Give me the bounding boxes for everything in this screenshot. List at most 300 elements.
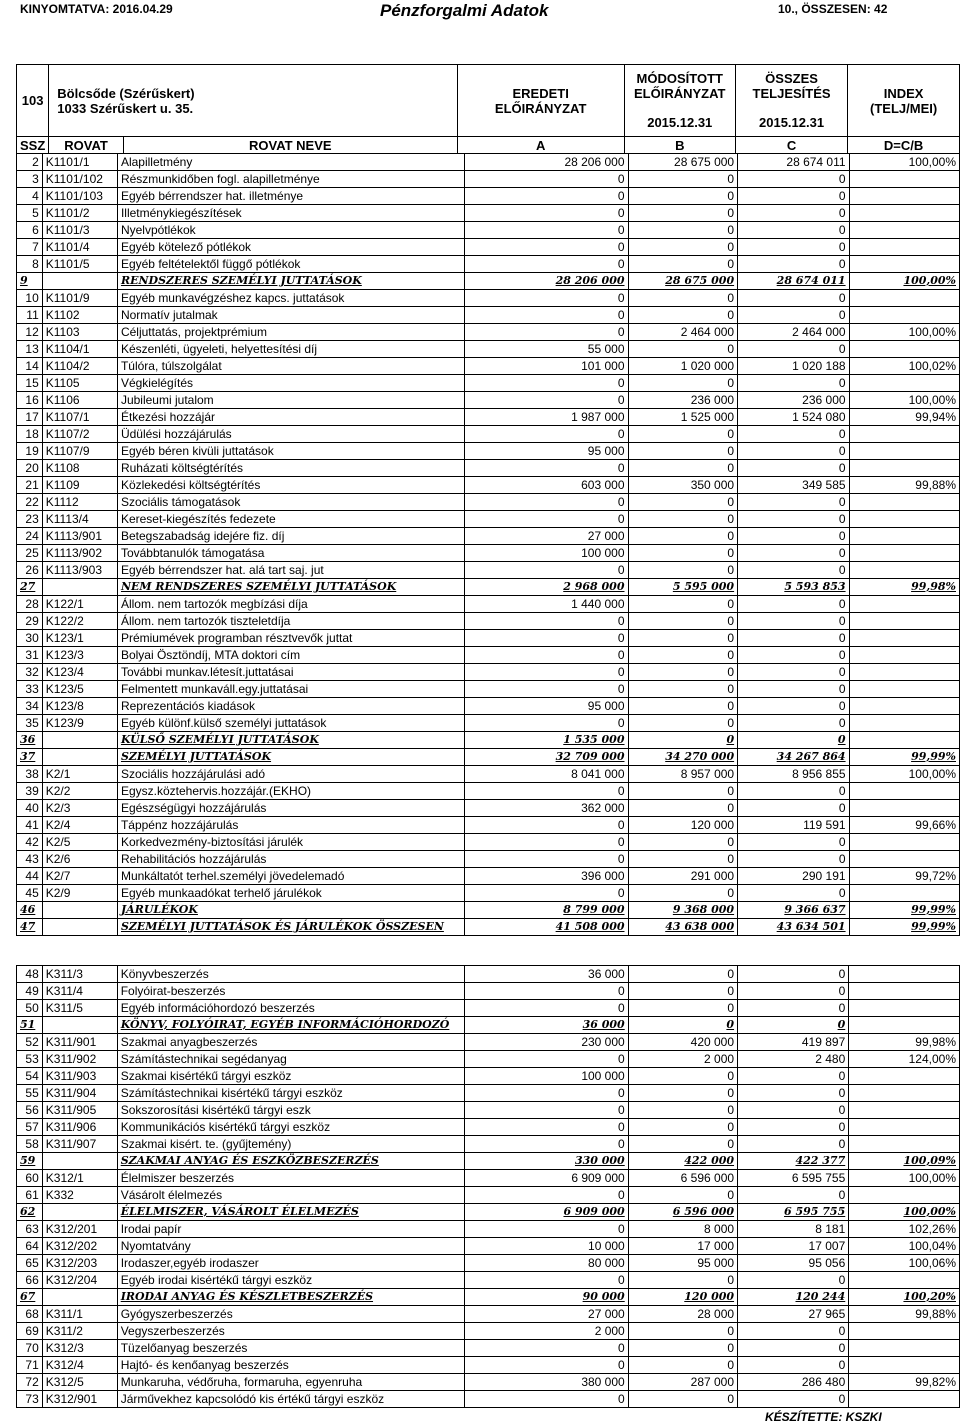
cell-d — [849, 783, 959, 800]
header-table — [16, 64, 960, 154]
cell-rovat-neve: Továbbtanulók támogatása — [117, 545, 464, 562]
cell-c: 0 — [738, 1323, 849, 1340]
cell-d: 100,20% — [849, 1289, 960, 1306]
summary-row — [17, 919, 960, 936]
cell-d — [849, 188, 959, 205]
table-row — [17, 783, 960, 800]
cell-a: 0 — [464, 983, 628, 1000]
table-row — [17, 766, 960, 783]
cell-rovat-neve: További munkav.létesít.juttatásai — [117, 664, 464, 681]
summary-row — [17, 1204, 960, 1221]
cell-ssz: 33 — [17, 681, 43, 698]
cell-rovat: K2/5 — [42, 834, 117, 851]
cell-rovat: K311/907 — [42, 1136, 117, 1153]
cell-rovat: K1112 — [42, 494, 117, 511]
cell-d: 100,06% — [849, 1255, 960, 1272]
cell-ssz: 71 — [17, 1357, 43, 1374]
cell-d — [849, 239, 959, 256]
cell-a: 0 — [464, 290, 628, 307]
cell-rovat: K311/5 — [42, 1000, 117, 1017]
cell-a: 1 987 000 — [464, 409, 628, 426]
cell-b: 17 000 — [628, 1238, 737, 1255]
cell-d — [849, 647, 959, 664]
cell-d — [849, 596, 959, 613]
cell-rovat-neve: SZEMÉLYI JUTTATÁSOK — [117, 749, 464, 766]
table-row — [17, 460, 960, 477]
table-row — [17, 1000, 960, 1017]
cell-c: 0 — [738, 460, 849, 477]
table-row — [17, 817, 960, 834]
cell-b: 0 — [628, 460, 738, 477]
cell-rovat: K2/4 — [42, 817, 117, 834]
cell-rovat: K1113/901 — [42, 528, 117, 545]
cell-a: 0 — [464, 426, 628, 443]
cell-d — [849, 222, 959, 239]
cell-c: 0 — [738, 562, 849, 579]
table-row — [17, 1272, 960, 1289]
cell-c: 0 — [738, 171, 849, 188]
cell-b: 0 — [628, 239, 738, 256]
cell-b: 0 — [628, 188, 738, 205]
cell-rovat-neve: Számítástechnikai segédanyag — [117, 1051, 464, 1068]
cell-d: 99,72% — [849, 868, 959, 885]
cell-ssz: 63 — [17, 1221, 43, 1238]
col-header-rovat-neve: ROVAT NEVE — [123, 137, 457, 154]
cell-b: 0 — [628, 732, 738, 749]
cell-ssz: 34 — [17, 698, 43, 715]
table-row — [17, 1221, 960, 1238]
cell-c: 1 020 188 — [738, 358, 849, 375]
cell-rovat: K312/202 — [42, 1238, 117, 1255]
institution-cell — [49, 65, 457, 137]
table-row — [17, 443, 960, 460]
table-row — [17, 1255, 960, 1272]
cell-rovat: K1101/5 — [42, 256, 117, 273]
cell-a: 0 — [464, 1136, 628, 1153]
cell-a: 0 — [464, 1119, 628, 1136]
cell-d — [849, 834, 959, 851]
cell-rovat-neve: Szakmai kisért. te. (gyűjtemény) — [117, 1136, 464, 1153]
cell-c: 0 — [738, 341, 849, 358]
table-row — [17, 562, 960, 579]
table-row — [17, 868, 960, 885]
cell-d: 99,66% — [849, 817, 959, 834]
cell-d — [849, 1391, 960, 1408]
cell-rovat-neve: Munkáltatót terhel.személyi jövedelemadó — [117, 868, 464, 885]
cell-ssz: 56 — [17, 1102, 43, 1119]
cell-c: 0 — [738, 1136, 849, 1153]
cell-rovat: K312/203 — [42, 1255, 117, 1272]
cell-a: 0 — [464, 817, 628, 834]
cell-b: 6 596 000 — [628, 1204, 737, 1221]
cell-a: 10 000 — [464, 1238, 628, 1255]
cell-d — [849, 1000, 960, 1017]
cell-a: 0 — [464, 460, 628, 477]
cell-rovat-neve: Nyomtatvány — [117, 1238, 464, 1255]
cell-a: 0 — [464, 664, 628, 681]
cell-rovat-neve: Túlóra, túlszolgálat — [117, 358, 464, 375]
cell-a: 95 000 — [464, 698, 628, 715]
column-header-row — [17, 137, 960, 154]
cell-a: 0 — [464, 1272, 628, 1289]
cell-rovat — [42, 1153, 117, 1170]
cell-ssz: 58 — [17, 1136, 43, 1153]
cell-c: 0 — [738, 966, 849, 983]
cell-rovat-neve: Élelmiszer beszerzés — [117, 1170, 464, 1187]
cell-rovat: K122/2 — [42, 613, 117, 630]
cell-d — [849, 664, 959, 681]
cell-a: 6 909 000 — [464, 1170, 628, 1187]
cell-ssz: 20 — [17, 460, 43, 477]
cell-b: 95 000 — [628, 1255, 737, 1272]
cell-ssz: 44 — [17, 868, 43, 885]
table-row — [17, 358, 960, 375]
cell-ssz: 25 — [17, 545, 43, 562]
cell-b: 0 — [628, 1136, 737, 1153]
cell-rovat: K1105 — [42, 375, 117, 392]
cell-ssz: 29 — [17, 613, 43, 630]
cell-b: 0 — [628, 256, 738, 273]
cell-rovat-neve: Céljuttatás, projektprémium — [117, 324, 464, 341]
table-row — [17, 477, 960, 494]
cell-d — [849, 1068, 960, 1085]
cell-ssz: 27 — [17, 579, 43, 596]
cell-c: 349 585 — [738, 477, 849, 494]
summary-row — [17, 579, 960, 596]
cell-rovat-neve: KÖNYV, FOLYÓIRAT, EGYÉB INFORMÁCIÓHORDOZÓ — [117, 1017, 464, 1034]
cell-ssz: 18 — [17, 426, 43, 443]
cell-d — [849, 562, 959, 579]
cell-rovat — [42, 1289, 117, 1306]
cell-d: 124,00% — [849, 1051, 960, 1068]
cell-ssz: 17 — [17, 409, 43, 426]
cell-rovat: K312/4 — [42, 1357, 117, 1374]
cell-rovat-neve: Prémiumévek programban résztvevők juttat — [117, 630, 464, 647]
cell-rovat-neve: Szakmai anyagbeszerzés — [117, 1034, 464, 1051]
cell-c: 0 — [738, 307, 849, 324]
cell-c: 6 595 755 — [738, 1170, 849, 1187]
cell-rovat-neve: Egyéb béren kivüli juttatások — [117, 443, 464, 460]
cell-rovat-neve: Egyéb munkaadókat terhelő járulékok — [117, 885, 464, 902]
print-date: KINYOMTATVA: 2016.04.29 — [20, 2, 173, 16]
cell-rovat — [42, 1017, 117, 1034]
cell-rovat-neve: SZAKMAI ANYAG ÉS ESZKÖZBESZERZÉS — [117, 1153, 464, 1170]
cell-a: 0 — [464, 1102, 628, 1119]
cell-a: 0 — [464, 171, 628, 188]
cell-ssz: 68 — [17, 1306, 43, 1323]
cell-rovat: K311/1 — [42, 1306, 117, 1323]
cell-b: 0 — [628, 562, 738, 579]
cell-a: 0 — [464, 783, 628, 800]
cell-c: 0 — [738, 375, 849, 392]
cell-rovat: K1102 — [42, 307, 117, 324]
cell-ssz: 37 — [17, 749, 43, 766]
cell-rovat: K1106 — [42, 392, 117, 409]
cell-a: 380 000 — [464, 1374, 628, 1391]
cell-rovat-neve: Folyóirat-beszerzés — [117, 983, 464, 1000]
cell-a: 80 000 — [464, 1255, 628, 1272]
cell-rovat-neve: Sokszorosítási kisértékű tárgyi eszk — [117, 1102, 464, 1119]
cell-rovat-neve: Tüzelőanyag beszerzés — [117, 1340, 464, 1357]
cell-rovat: K123/5 — [42, 681, 117, 698]
cell-d — [849, 528, 959, 545]
cell-rovat — [42, 732, 117, 749]
cell-b: 0 — [628, 1340, 737, 1357]
cell-rovat: K122/1 — [42, 596, 117, 613]
cell-d — [849, 1102, 960, 1119]
table-row — [17, 613, 960, 630]
cell-rovat: K2/1 — [42, 766, 117, 783]
cell-ssz: 64 — [17, 1238, 43, 1255]
cell-a: 0 — [464, 562, 628, 579]
cell-b: 120 000 — [628, 1289, 737, 1306]
cell-c: 2 464 000 — [738, 324, 849, 341]
cell-a: 0 — [464, 1085, 628, 1102]
cell-ssz: 21 — [17, 477, 43, 494]
cell-b: 0 — [628, 528, 738, 545]
cell-d: 100,09% — [849, 1153, 960, 1170]
cell-ssz: 11 — [17, 307, 43, 324]
cell-rovat-neve: Számítástechnikai kisértékű tárgyi eszköz — [117, 1085, 464, 1102]
cell-b: 0 — [628, 205, 738, 222]
cell-rovat: K1101/102 — [42, 171, 117, 188]
cell-c: 0 — [738, 664, 849, 681]
cell-c: 0 — [738, 528, 849, 545]
table-row — [17, 1102, 960, 1119]
table-row — [17, 1391, 960, 1408]
cell-ssz: 52 — [17, 1034, 43, 1051]
cell-rovat: K1113/4 — [42, 511, 117, 528]
cell-c: 0 — [738, 1391, 849, 1408]
cell-d: 99,88% — [849, 1306, 960, 1323]
cell-b: 0 — [628, 1357, 737, 1374]
cell-d — [849, 851, 959, 868]
cell-rovat-neve: ÉLELMISZER, VÁSÁROLT ÉLELMEZÉS — [117, 1204, 464, 1221]
cell-ssz: 9 — [17, 273, 43, 290]
cell-ssz: 24 — [17, 528, 43, 545]
cell-rovat-neve: Egészségügyi hozzájárulás — [117, 800, 464, 817]
cell-rovat-neve: Üdülési hozzájárulás — [117, 426, 464, 443]
cell-c: 0 — [738, 596, 849, 613]
cell-rovat-neve: Egyéb bérrendszer hat. alá tart saj. jut — [117, 562, 464, 579]
cell-rovat: K2/3 — [42, 800, 117, 817]
cell-ssz: 65 — [17, 1255, 43, 1272]
cell-b: 8 957 000 — [628, 766, 738, 783]
table-row — [17, 1340, 960, 1357]
cell-b: 34 270 000 — [628, 749, 738, 766]
cell-rovat-neve: Munkaruha, védőruha, formaruha, egyenruha — [117, 1374, 464, 1391]
cell-ssz: 23 — [17, 511, 43, 528]
cell-b: 0 — [628, 630, 738, 647]
cell-a: 0 — [464, 1000, 628, 1017]
cell-ssz: 55 — [17, 1085, 43, 1102]
cell-c: 43 634 501 — [738, 919, 849, 936]
cell-ssz: 70 — [17, 1340, 43, 1357]
cell-ssz: 61 — [17, 1187, 43, 1204]
table-row — [17, 409, 960, 426]
table-row — [17, 885, 960, 902]
cell-b: 420 000 — [628, 1034, 737, 1051]
cell-a: 36 000 — [464, 966, 628, 983]
cell-d: 100,04% — [849, 1238, 960, 1255]
cell-ssz: 59 — [17, 1153, 43, 1170]
cell-b: 43 638 000 — [628, 919, 738, 936]
cell-c: 0 — [738, 426, 849, 443]
table-row — [17, 426, 960, 443]
cell-ssz: 7 — [17, 239, 43, 256]
table-row — [17, 1187, 960, 1204]
cell-a: 0 — [464, 715, 628, 732]
cell-rovat-neve: Jubileumi jutalom — [117, 392, 464, 409]
cell-rovat-neve: Egysz.köztehervis.hozzájár.(EKHO) — [117, 783, 464, 800]
cell-c: 422 377 — [738, 1153, 849, 1170]
cell-rovat: K332 — [42, 1187, 117, 1204]
cell-ssz: 35 — [17, 715, 43, 732]
cell-c: 0 — [738, 1017, 849, 1034]
cell-b: 2 464 000 — [628, 324, 738, 341]
cell-ssz: 54 — [17, 1068, 43, 1085]
cell-c: 0 — [738, 222, 849, 239]
table-row — [17, 596, 960, 613]
cell-c: 0 — [738, 1187, 849, 1204]
cell-b: 6 596 000 — [628, 1170, 737, 1187]
cell-rovat: K2/9 — [42, 885, 117, 902]
cell-a: 28 206 000 — [464, 154, 628, 171]
table-row — [17, 392, 960, 409]
cell-rovat-neve: Irodaszer,egyéb irodaszer — [117, 1255, 464, 1272]
cell-d — [849, 966, 960, 983]
cell-rovat-neve: Reprezentációs kiadások — [117, 698, 464, 715]
cell-rovat: K1107/2 — [42, 426, 117, 443]
cell-rovat-neve: Irodai papír — [117, 1221, 464, 1238]
cell-c: 5 593 853 — [738, 579, 849, 596]
table-row — [17, 205, 960, 222]
cell-ssz: 46 — [17, 902, 43, 919]
cell-rovat-neve: Egyéb irodai kisértékű tárgyi eszköz — [117, 1272, 464, 1289]
cell-a: 95 000 — [464, 443, 628, 460]
cell-ssz: 69 — [17, 1323, 43, 1340]
cell-c: 9 366 637 — [738, 902, 849, 919]
cell-b: 9 368 000 — [628, 902, 738, 919]
cell-rovat: K311/901 — [42, 1034, 117, 1051]
cell-rovat: K1104/2 — [42, 358, 117, 375]
cell-rovat: K123/9 — [42, 715, 117, 732]
col-header-ssz: SSZ — [17, 137, 49, 154]
cell-rovat-neve: Betegszabadság idejére fiz. díj — [117, 528, 464, 545]
col-header-b: B — [624, 137, 735, 154]
cell-ssz: 51 — [17, 1017, 43, 1034]
cell-d — [849, 715, 959, 732]
cell-b: 0 — [628, 1000, 737, 1017]
cell-a: 0 — [464, 511, 628, 528]
cell-d — [849, 1187, 960, 1204]
cell-rovat-neve: Normatív jutalmak — [117, 307, 464, 324]
cell-c: 0 — [738, 256, 849, 273]
cell-c: 120 244 — [738, 1289, 849, 1306]
page-number: 10., ÖSSZESEN: 42 — [778, 2, 888, 16]
cell-b: 287 000 — [628, 1374, 737, 1391]
cell-rovat: K311/905 — [42, 1102, 117, 1119]
cell-rovat: K1101/1 — [42, 154, 117, 171]
cell-c: 0 — [738, 698, 849, 715]
cell-c: 0 — [738, 1357, 849, 1374]
cell-b: 120 000 — [628, 817, 738, 834]
cell-ssz: 41 — [17, 817, 43, 834]
cell-c: 34 267 864 — [738, 749, 849, 766]
cell-ssz: 16 — [17, 392, 43, 409]
cell-d: 100,00% — [849, 324, 959, 341]
col-eredeti: EREDETI ELŐIRÁNYZAT — [457, 65, 624, 137]
cell-rovat: K123/4 — [42, 664, 117, 681]
cell-a: 0 — [464, 681, 628, 698]
cell-d — [849, 290, 959, 307]
cell-d — [849, 885, 959, 902]
cell-ssz: 15 — [17, 375, 43, 392]
cell-ssz: 8 — [17, 256, 43, 273]
cell-d — [849, 494, 959, 511]
cell-a: 100 000 — [464, 545, 628, 562]
cell-c: 28 674 011 — [738, 154, 849, 171]
cell-c: 236 000 — [738, 392, 849, 409]
cell-a: 0 — [464, 188, 628, 205]
summary-row — [17, 1153, 960, 1170]
cell-d: 100,00% — [849, 273, 959, 290]
cell-rovat-neve: IRODAI ANYAG ÉS KÉSZLETBESZERZÉS — [117, 1289, 464, 1306]
cell-d — [849, 545, 959, 562]
cell-rovat: K311/903 — [42, 1068, 117, 1085]
institution-name: Bölcsőde (Szérűskert) — [57, 85, 195, 101]
table-row — [17, 1306, 960, 1323]
cell-rovat: K2/2 — [42, 783, 117, 800]
cell-rovat-neve: Étkezési hozzájár — [117, 409, 464, 426]
cell-b: 0 — [628, 681, 738, 698]
cell-rovat-neve: Korkedvezmény-biztosítási járulék — [117, 834, 464, 851]
cell-a: 27 000 — [464, 1306, 628, 1323]
cell-b: 0 — [628, 341, 738, 358]
cell-b: 28 000 — [628, 1306, 737, 1323]
cell-rovat: K1108 — [42, 460, 117, 477]
cell-rovat: K1107/9 — [42, 443, 117, 460]
cell-rovat: K1101/9 — [42, 290, 117, 307]
cell-a: 230 000 — [464, 1034, 628, 1051]
cell-b: 0 — [628, 966, 737, 983]
cell-b: 0 — [628, 222, 738, 239]
cell-c: 0 — [738, 239, 849, 256]
cell-c: 27 965 — [738, 1306, 849, 1323]
cell-c: 0 — [738, 630, 849, 647]
cell-a: 2 968 000 — [464, 579, 628, 596]
footer-author: KÉSZÍTETTE: KSZKI — [765, 1410, 882, 1424]
cell-d — [849, 443, 959, 460]
cell-a: 55 000 — [464, 341, 628, 358]
cell-rovat-neve: Szociális támogatások — [117, 494, 464, 511]
cell-b: 0 — [628, 834, 738, 851]
table-row — [17, 1034, 960, 1051]
cell-b: 8 000 — [628, 1221, 737, 1238]
cell-d — [849, 630, 959, 647]
cell-c: 0 — [738, 783, 849, 800]
cell-ssz: 39 — [17, 783, 43, 800]
cell-a: 0 — [464, 205, 628, 222]
cell-rovat — [42, 1204, 117, 1221]
table-row — [17, 1085, 960, 1102]
cell-ssz: 72 — [17, 1374, 43, 1391]
cell-c: 0 — [738, 494, 849, 511]
table-row — [17, 1238, 960, 1255]
table-row — [17, 1119, 960, 1136]
cell-a: 0 — [464, 885, 628, 902]
cell-c: 0 — [738, 1102, 849, 1119]
